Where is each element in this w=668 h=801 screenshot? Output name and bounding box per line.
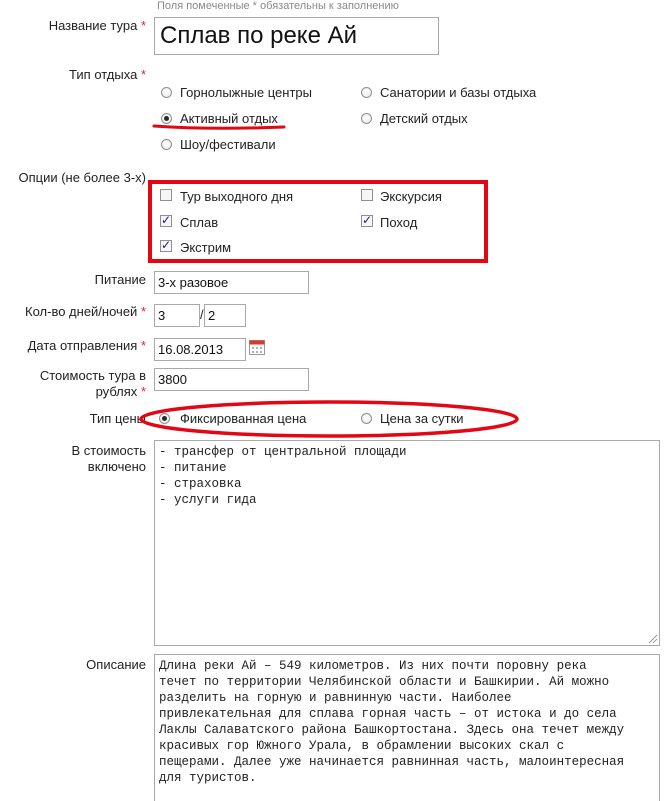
checkbox-excursion[interactable] <box>361 189 373 201</box>
included-label: В стоимость включено <box>71 443 146 474</box>
option-kids-rest: Детский отдых <box>380 111 468 126</box>
departure-date-label: Дата отправления * <box>27 338 146 353</box>
resize-grip-icon[interactable] <box>648 634 658 644</box>
radio-sanatoriums[interactable] <box>361 87 372 98</box>
option-excursion: Экскурсия <box>380 189 442 204</box>
meals-input[interactable]: 3-х разовое <box>154 271 309 294</box>
price-type-label: Тип цены <box>89 411 146 426</box>
required-fields-hint: Поля помеченные * обязательны к заполнению <box>157 0 399 12</box>
option-sanatoriums: Санатории и базы отдыха <box>380 85 537 100</box>
option-price-per-day: Цена за сутки <box>380 411 464 426</box>
red-underline-annotation <box>150 120 290 134</box>
options-label: Опции (не более 3-х) <box>18 170 146 185</box>
red-ellipse-annotation <box>136 398 526 442</box>
description-label: Описание <box>86 657 146 672</box>
option-extreme: Экстрим <box>180 240 232 255</box>
option-rafting: Сплав <box>180 215 219 230</box>
checkbox-rafting[interactable] <box>160 215 172 227</box>
description-textarea[interactable]: Длина реки Ай – 549 километров. Из них почти поровну река течет по территории Челябинской области и Башкирии. Ай можно разделить на горную и равнинную части. Наиболее привлекательная для сплава горная часть – от истока и до села Лаклы Салаватского района Башкортостана. Здесь она течет между красивых гор Южного Урала, в обрамлении высоких скал с пещерами. Далее уже начинается равнинная часть, малоинтересная для туристов. <box>154 654 660 801</box>
departure-date-input[interactable]: 16.08.2013 <box>154 338 246 361</box>
rest-type-label: Тип отдыха * <box>69 67 146 82</box>
radio-ski-centers[interactable] <box>161 87 172 98</box>
nights-input[interactable]: 2 <box>204 304 246 327</box>
tour-name-input[interactable]: Сплав по реке Ай <box>154 17 439 55</box>
days-input[interactable]: 3 <box>154 304 200 327</box>
price-input[interactable]: 3800 <box>154 368 309 391</box>
price-label: Стоимость тура в рублях * <box>39 368 146 399</box>
meals-label: Питание <box>94 272 146 287</box>
option-fixed-price: Фиксированная цена <box>180 411 307 426</box>
option-shows: Шоу/фестивали <box>180 137 276 152</box>
option-ski-centers: Горнолыжные центры <box>180 85 312 100</box>
radio-shows[interactable] <box>161 139 172 150</box>
checkbox-hike[interactable] <box>361 215 373 227</box>
option-active-rest: Активный отдых <box>180 111 278 126</box>
option-hike: Поход <box>380 215 418 230</box>
days-nights-separator: / <box>200 307 204 322</box>
included-textarea[interactable]: - трансфер от центральной площади - питание - страховка - услуги гида <box>154 440 660 646</box>
checkbox-weekend-tour[interactable] <box>160 189 172 201</box>
calendar-icon[interactable] <box>249 339 265 355</box>
tour-name-label: Название тура * <box>48 18 146 33</box>
checkbox-extreme[interactable] <box>160 240 172 252</box>
days-nights-label: Кол-во дней/ночей * <box>25 304 146 319</box>
option-weekend-tour: Тур выходного дня <box>180 189 294 204</box>
radio-kids-rest[interactable] <box>361 113 372 124</box>
